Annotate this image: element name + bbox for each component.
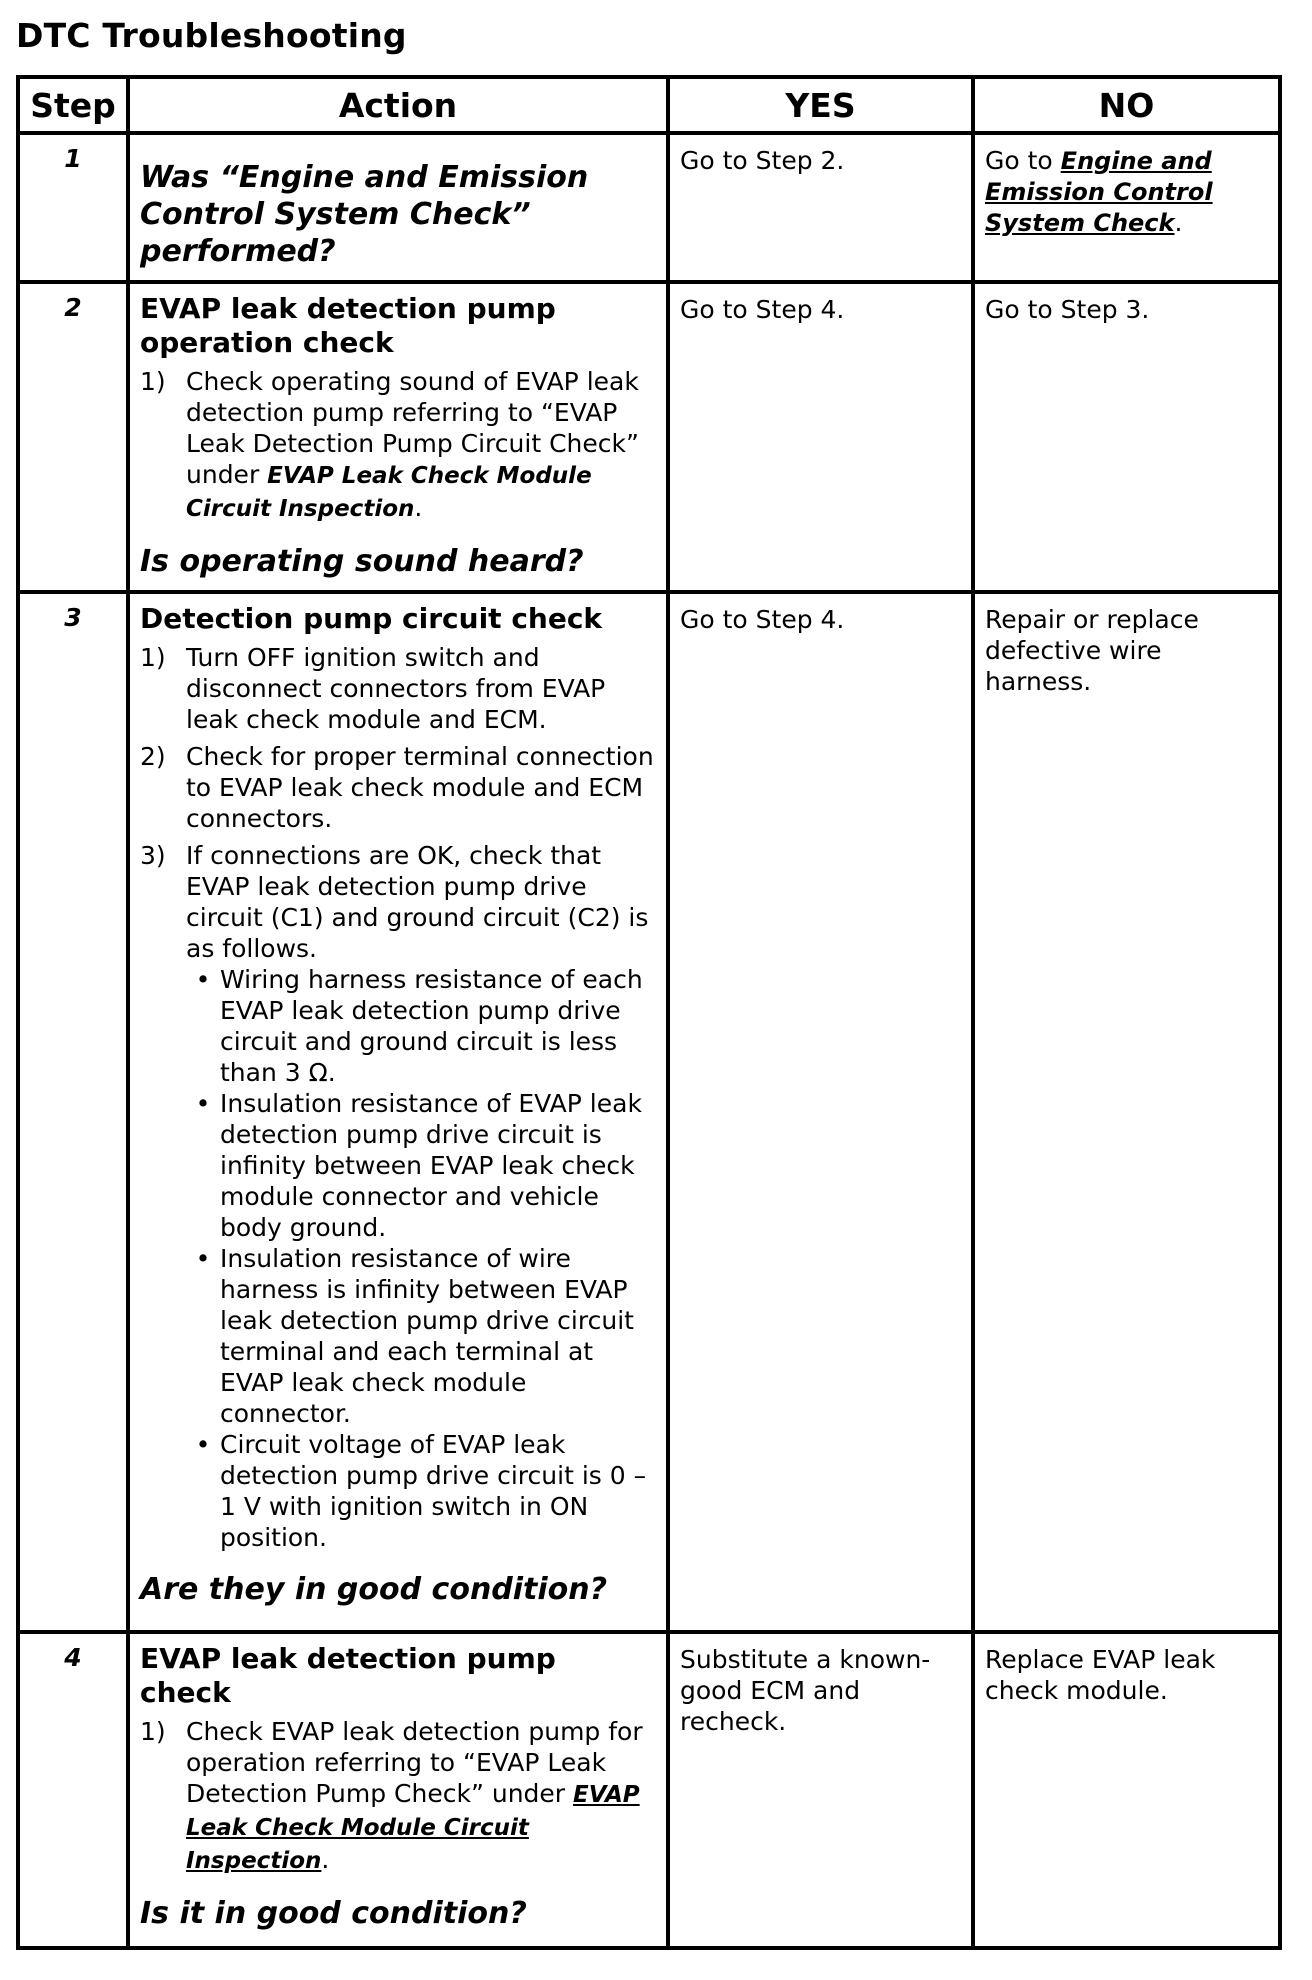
step-heading: Detection pump circuit check (140, 602, 603, 635)
action-cell (128, 592, 668, 1632)
bullet-item (186, 964, 656, 1088)
item-number: 1) (140, 367, 166, 396)
step-number: 1 (18, 133, 128, 282)
header-step: Step (18, 77, 128, 133)
no-cell (973, 1632, 1280, 1948)
item-text-body: Check operating sound of EVAP leak detection pump referring to “EVAP Leak Detection Pump Circuit Check” under (186, 367, 639, 489)
item-text-end: . (414, 493, 423, 522)
item-text-body: If connections are OK, check that EVAP leak detection pump drive circuit (C1) and ground circuit (C2) is as follows. (186, 841, 649, 963)
table-row (18, 592, 1280, 1632)
table-header-row (18, 77, 1280, 133)
no-cell (973, 133, 1280, 282)
step-number: 2 (18, 282, 128, 592)
item-text (186, 366, 656, 525)
item-text: Check for proper terminal connection to EVAP leak check module and ECM connectors. (186, 742, 654, 833)
bullet-item (186, 1088, 656, 1243)
yes-text: Substitute a known-good ECM and recheck. (680, 1645, 931, 1736)
bullet-text: Wiring harness resistance of each EVAP leak detection pump drive circuit and ground circuit is less than 3 Ω. (220, 965, 643, 1087)
bullet-text: Insulation resistance of EVAP leak detection pump drive circuit is infinity between EVAP leak check module connector and vehicle body ground. (220, 1089, 642, 1242)
bullet-list (186, 964, 656, 1553)
no-text: Go to Step 3. (985, 295, 1150, 324)
no-prefix: Go to (985, 146, 1061, 175)
yes-cell (668, 133, 973, 282)
step-question: Is it in good condition? (140, 1896, 527, 1931)
yes-cell (668, 592, 973, 1632)
bullet-item (186, 1429, 656, 1553)
no-text: Replace EVAP leak check module. (985, 1645, 1216, 1705)
item-text-end: . (321, 1845, 330, 1874)
numbered-item (140, 741, 656, 834)
bullet-text: Circuit voltage of EVAP leak detection pump drive circuit is 0 – 1 V with ignition switch in ON position. (220, 1430, 647, 1552)
numbered-item (140, 840, 656, 1553)
circuit-inspection-link[interactable]: EVAP Leak Check Module Circuit Inspection (186, 1782, 640, 1874)
yes-text: Go to Step 2. (680, 146, 845, 175)
item-number: 1) (140, 643, 166, 672)
item-number: 1) (140, 1717, 166, 1746)
no-cell (973, 592, 1280, 1632)
yes-cell (668, 282, 973, 592)
step-heading: EVAP leak detection pump operation check (140, 292, 556, 359)
no-cell (973, 282, 1280, 592)
yes-text: Go to Step 4. (680, 605, 845, 634)
engine-emission-check-link[interactable]: Engine and Emission Control System Check (985, 147, 1213, 237)
no-text (985, 143, 1268, 238)
numbered-item (140, 1716, 656, 1877)
table-row (18, 282, 1280, 592)
step-question: Was “Engine and Emission Control System Check” performed? (140, 160, 589, 269)
item-text: Turn OFF ignition switch and disconnect connectors from EVAP leak check module and ECM. (186, 643, 606, 734)
table-row (18, 1632, 1280, 1948)
yes-text: Go to Step 4. (680, 295, 845, 324)
step-heading: EVAP leak detection pump check (140, 1642, 556, 1709)
step-question: Is operating sound heard? (140, 544, 584, 579)
table-row (18, 133, 1280, 282)
header-action: Action (128, 77, 668, 133)
bullet-text: Insulation resistance of wire harness is infinity between EVAP leak detection pump drive circuit terminal and each terminal at EVAP leak check module connector. (220, 1244, 634, 1428)
step-number: 3 (18, 592, 128, 1632)
bullet-icon: • (195, 1244, 211, 1273)
page-title: DTC Troubleshooting (16, 16, 407, 55)
step-question: Are they in good condition? (140, 1572, 608, 1607)
bullet-icon: • (195, 1430, 211, 1459)
bullet-icon: • (195, 965, 211, 994)
no-text: Repair or replace defective wire harness. (985, 605, 1199, 696)
no-suffix: . (1174, 208, 1183, 237)
item-text (186, 840, 656, 1553)
numbered-item (140, 366, 656, 525)
action-cell (128, 133, 668, 282)
item-number: 3) (140, 841, 166, 870)
circuit-inspection-ref[interactable]: EVAP Leak Check Module Circuit Inspection (186, 463, 592, 522)
action-cell (128, 1632, 668, 1948)
action-cell (128, 282, 668, 592)
numbered-item (140, 642, 656, 735)
bullet-icon: • (195, 1089, 211, 1118)
header-no: NO (973, 77, 1280, 133)
item-text-body: Check EVAP leak detection pump for operation referring to “EVAP Leak Detection Pump Check” under (186, 1717, 643, 1808)
bullet-item (186, 1243, 656, 1429)
step-number: 4 (18, 1632, 128, 1948)
header-yes: YES (668, 77, 973, 133)
yes-cell (668, 1632, 973, 1948)
dtc-table (16, 75, 1282, 1950)
item-number: 2) (140, 742, 166, 771)
item-text (186, 1716, 656, 1877)
